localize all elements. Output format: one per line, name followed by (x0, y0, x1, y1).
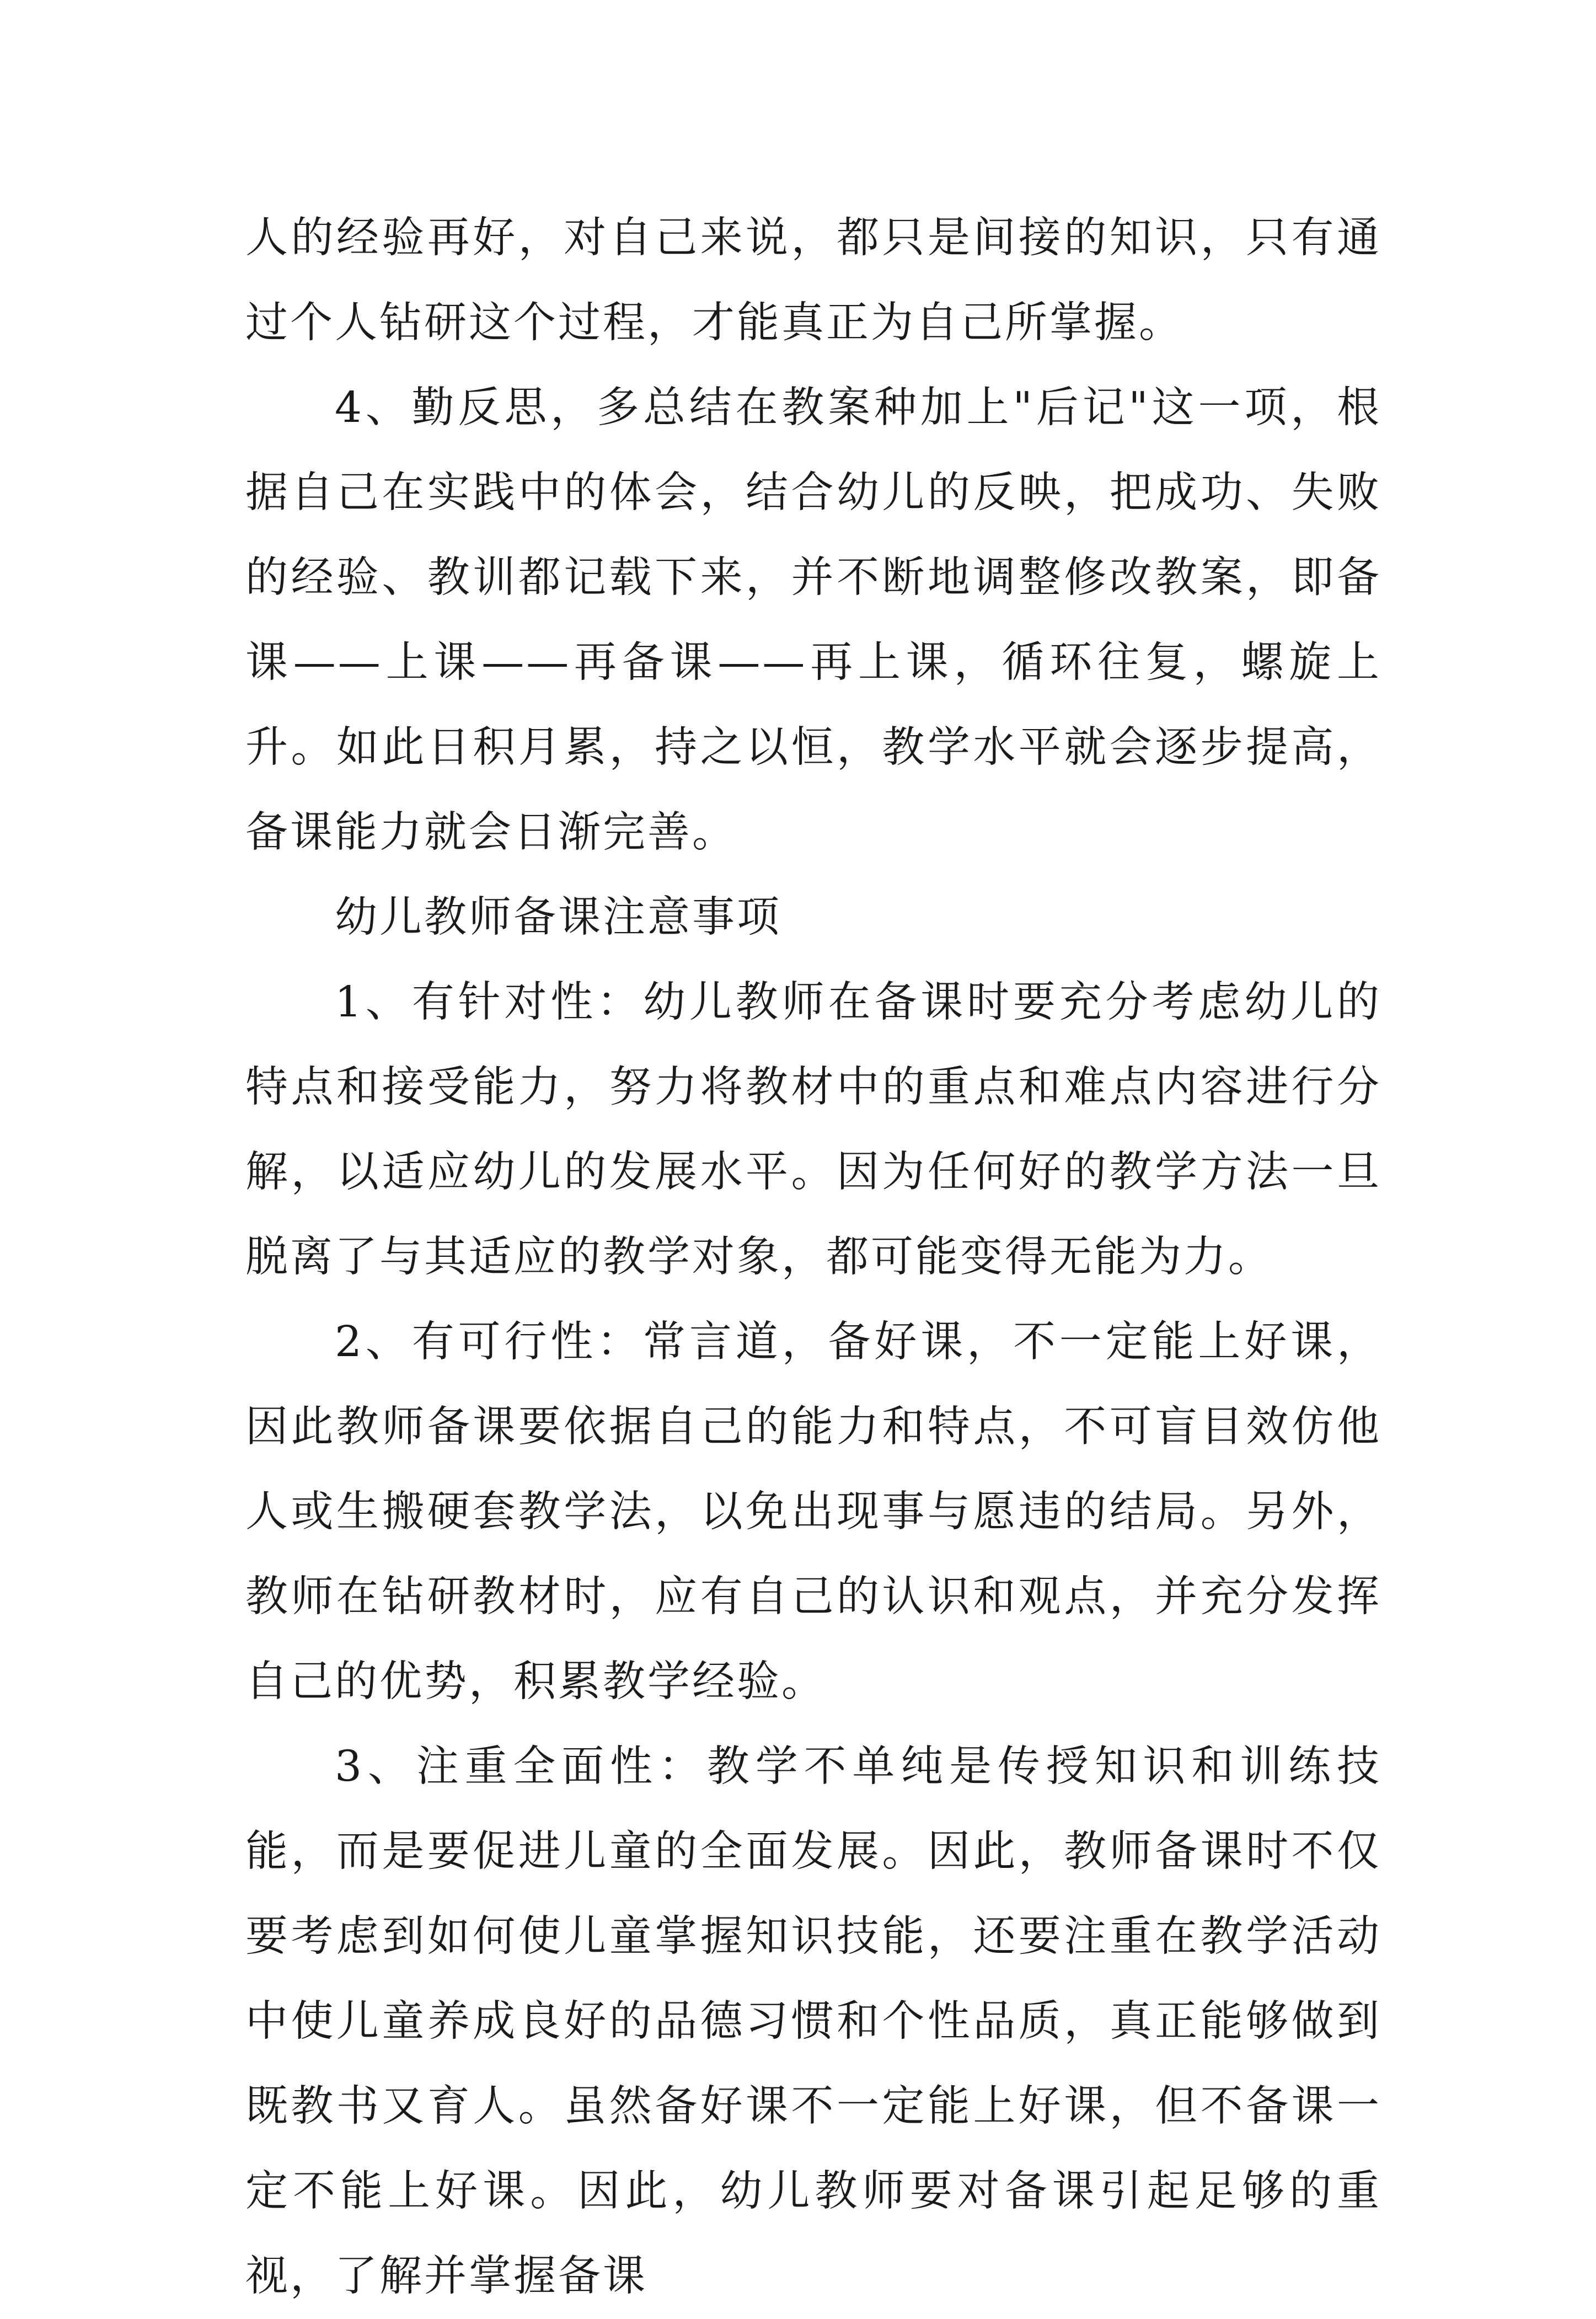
paragraph-continuation: 人的经验再好，对自己来说，都只是间接的知识，只有通过个人钻研这个过程，才能真正为自己所掌握。 (245, 213, 1381, 347)
section-heading: 幼儿教师备课注意事项 (335, 893, 781, 942)
document-body (245, 196, 1381, 2319)
paragraph-item-4: 4、勤反思，多总结在教案种加上"后记"这一项，根据自己在实践中的体会，结合幼儿的反映，把成功、失败的经验、教训都记载下来，并不断地调整修改教案，即备课——上课——再备课——再上课，循环往复，螺旋上升。如此日积月累，持之以恒，教学水平就会逐步提高，备课能力就会日渐完善。 (245, 383, 1381, 857)
paragraph-point-1: 1、有针对性：幼儿教师在备课时要充分考虑幼儿的特点和接受能力，努力将教材中的重点和难点内容进行分解，以适应幼儿的发展水平。因为任何好的教学方法一旦脱离了与其适应的教学对象，都可能变得无能为力。 (245, 978, 1381, 1282)
paragraph-point-2: 2、有可行性：常言道，备好课，不一定能上好课，因此教师备课要依据自己的能力和特点，不可盲目效仿他人或生搬硬套教学法，以免出现事与愿违的结局。另外，教师在钻研教材时，应有自己的认识和观点，并充分发挥自己的优势，积累教学经验。 (245, 1318, 1381, 1706)
paragraph-point-3: 3、注重全面性：教学不单纯是传授知识和训练技能，而是要促进儿童的全面发展。因此，教师备课时不仅要考虑到如何使儿童掌握知识技能，还要注重在教学活动中使儿童养成良好的品德习惯和个性品质，真正能够做到既教书又育人。虽然备好课不一定能上好课，但不备课一定不能上好课。因此，幼儿教师要对备课引起足够的重视，了解并掌握备课 (245, 1742, 1381, 2301)
